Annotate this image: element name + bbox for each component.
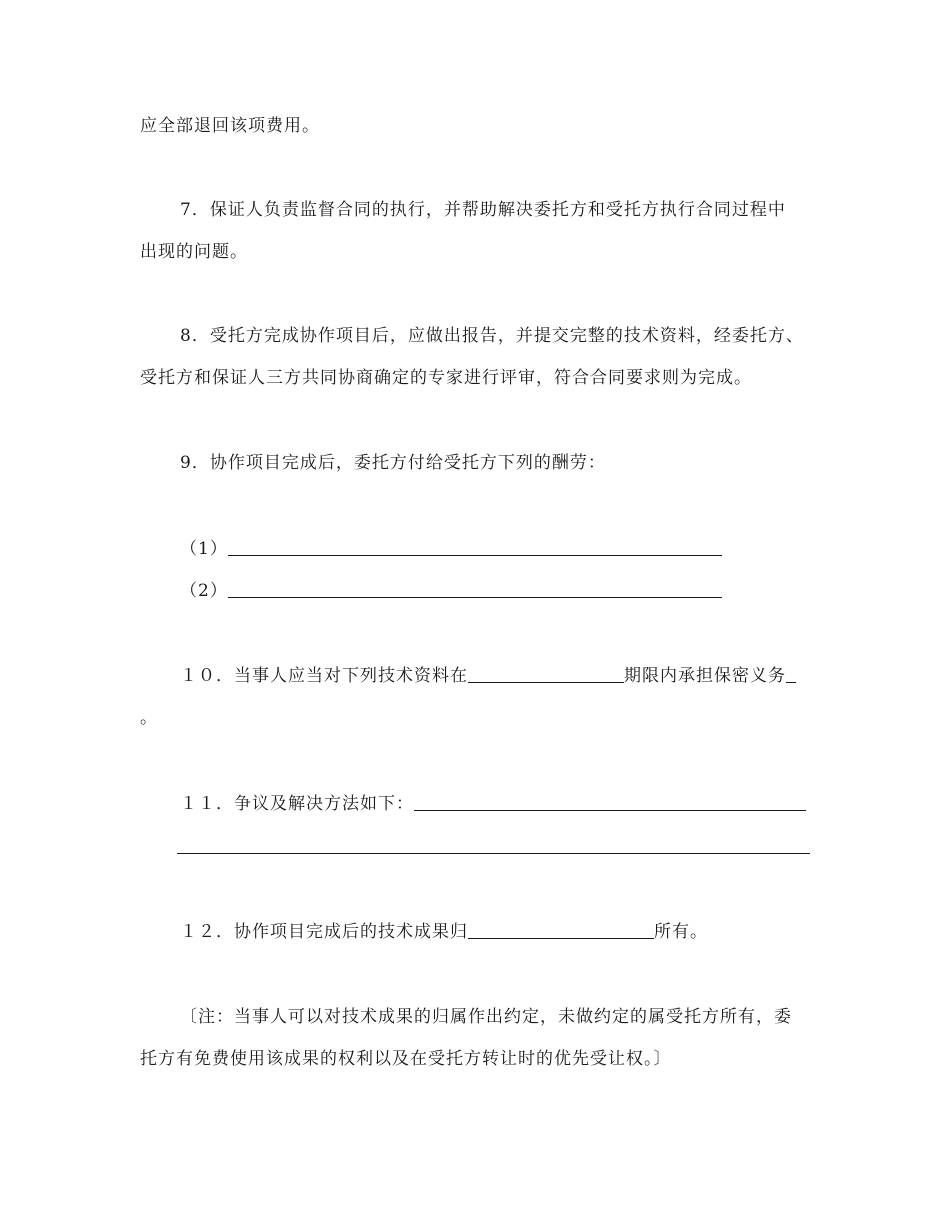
item-1-blank <box>228 539 722 556</box>
p11-prefix: １１．争议及解决方法如下： <box>180 794 414 814</box>
p10-trailing-blank <box>786 666 796 683</box>
paragraph-8-line-1: 8．受托方完成协作项目后，应做出报告，并提交完整的技术资料，经委托方、 <box>180 326 804 346</box>
paragraph-6-tail: 应全部退回该项费用。 <box>140 116 320 136</box>
note-line-1: 〔注：当事人可以对技术成果的归属作出约定，未做约定的属受托方所有，委 <box>180 1007 792 1027</box>
p12-blank <box>468 922 654 939</box>
paragraph-9-item-2 <box>180 581 722 601</box>
paragraph-11-line-1 <box>180 794 806 814</box>
item-2-label: （2） <box>180 581 228 601</box>
paragraph-7-line-2: 出现的问题。 <box>140 242 248 262</box>
p10-suffix: 期限内承担保密义务 <box>624 666 786 686</box>
p11-continuation-rule <box>177 853 810 854</box>
paragraph-9: 9．协作项目完成后，委托方付给受托方下列的酬劳： <box>180 453 606 473</box>
paragraph-10-line-1 <box>180 666 796 686</box>
item-1-label: （1） <box>180 539 228 559</box>
p12-suffix: 所有。 <box>654 922 708 942</box>
paragraph-9-item-1 <box>180 539 722 559</box>
p10-prefix: １０．当事人应当对下列技术资料在 <box>180 666 468 686</box>
paragraph-7-line-1: 7．保证人负责监督合同的执行，并帮助解决委托方和受托方执行合同过程中 <box>180 200 786 220</box>
paragraph-12 <box>180 922 708 942</box>
p12-prefix: １２．协作项目完成后的技术成果归 <box>180 922 468 942</box>
p10-period-blank <box>468 666 624 683</box>
paragraph-10-line-2: 。 <box>140 708 158 728</box>
paragraph-8-line-2: 受托方和保证人三方共同协商确定的专家进行评审，符合合同要求则为完成。 <box>140 368 752 388</box>
item-2-blank <box>228 581 722 598</box>
p11-blank <box>414 794 806 811</box>
note-line-2: 托方有免费使用该成果的权利以及在受托方转让时的优先受让权。〕 <box>140 1049 672 1069</box>
